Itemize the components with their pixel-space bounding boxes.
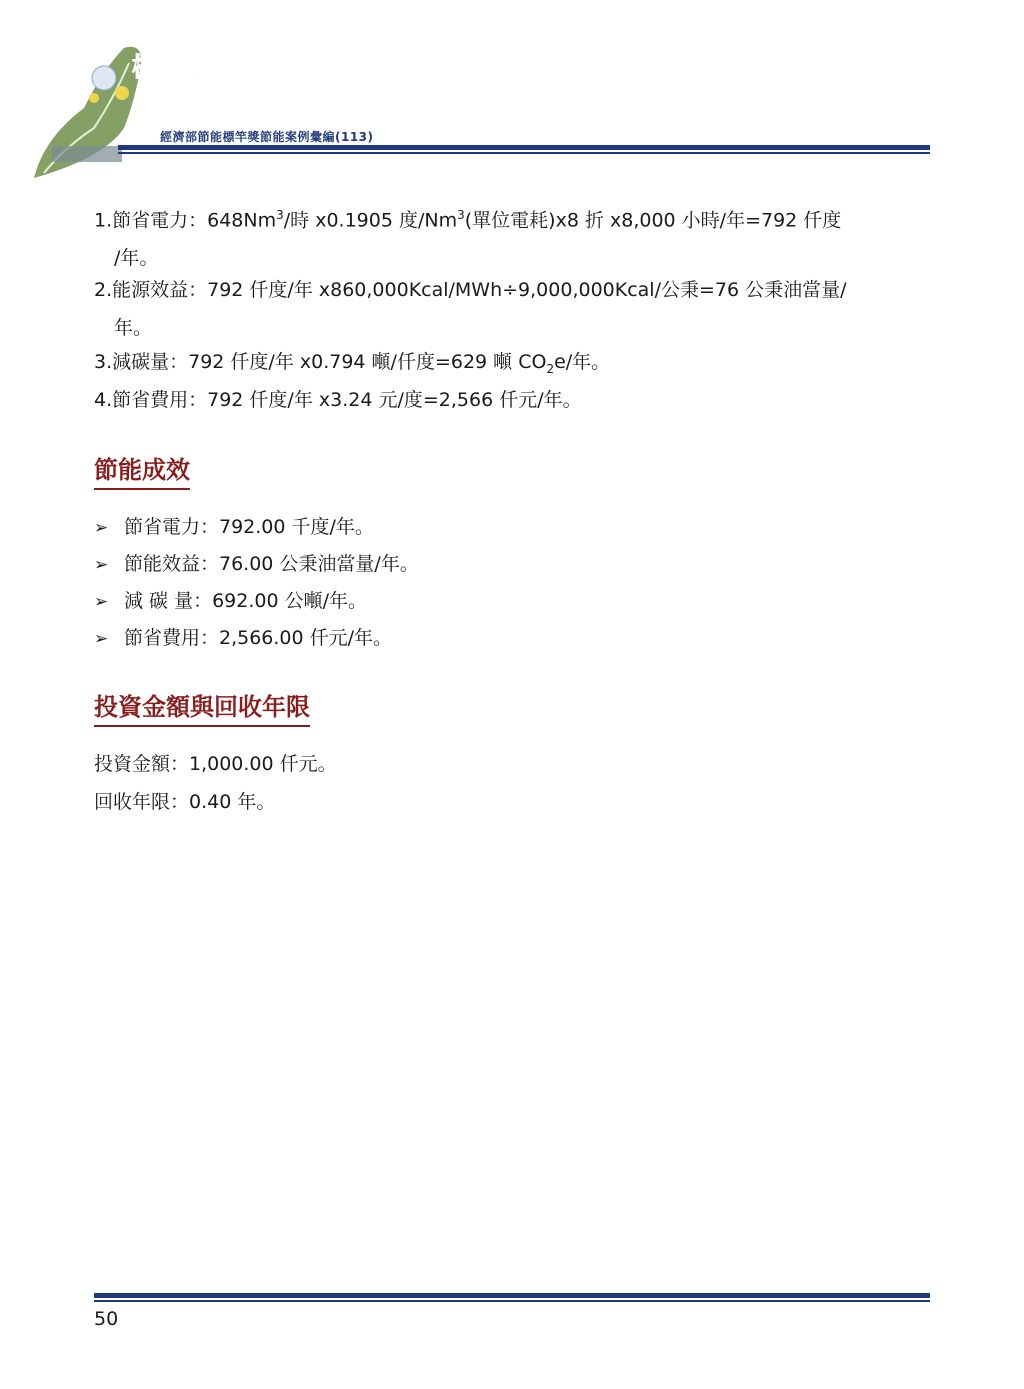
calc-item-cost: 4.節省費用：792 仟度/年 x3.24 元/度=2,566 仟元/年。 xyxy=(94,389,582,411)
result-item-energy: ➢ 節能效益：76.00 公秉油當量/年。 xyxy=(94,553,419,575)
header-logo xyxy=(24,38,384,188)
section-title-results: 節能成效 xyxy=(94,455,190,490)
investment-amount: 投資金額：1,000.00 仟元。 xyxy=(94,753,337,775)
result-item-cost: ➢ 節省費用：2,566.00 仟元/年。 xyxy=(94,627,393,649)
calc-item-electricity: 1.節省電力：648Nm$^3$/時 x0.1905 度/Nm$^3$(單位電耗)x8 折 x8,000 小時/年=792 仟度 /年。 xyxy=(94,208,842,270)
logo-title-line1: 標竿引領 xyxy=(132,53,237,83)
result-item-electricity: ➢ 節省電力：792.00 千度/年。 xyxy=(94,516,374,538)
calc-item-energy: 2.能源效益：792 仟度/年 x860,000Kcal/MWh÷9,000,000Kcal/公秉=76 公秉油當量/ 年。 xyxy=(94,279,847,339)
header-subtitle: 經濟部節能標竿獎節能案例彙編(113) xyxy=(160,130,374,144)
footer-divider xyxy=(94,1293,930,1302)
arrow-bullet-icon: ➢ xyxy=(94,592,109,612)
result-item-carbon: ➢ 減 碳 量：692.00 公噸/年。 xyxy=(94,590,368,612)
logo-title-line2: 智慧節能 xyxy=(214,90,319,120)
arrow-bullet-icon: ➢ xyxy=(94,629,109,649)
investment-payback: 回收年限：0.40 年。 xyxy=(94,791,276,813)
section-title-investment: 投資金額與回收年限 xyxy=(94,692,310,727)
arrow-bullet-icon: ➢ xyxy=(94,518,109,538)
calc-item-carbon: 3.減碳量：792 仟度/年 x0.794 噸/仟度=629 噸 $CO_2e/$年。 xyxy=(94,351,611,376)
header-divider xyxy=(118,145,930,154)
arrow-bullet-icon: ➢ xyxy=(94,555,109,575)
page-number: 50 xyxy=(94,1308,119,1330)
